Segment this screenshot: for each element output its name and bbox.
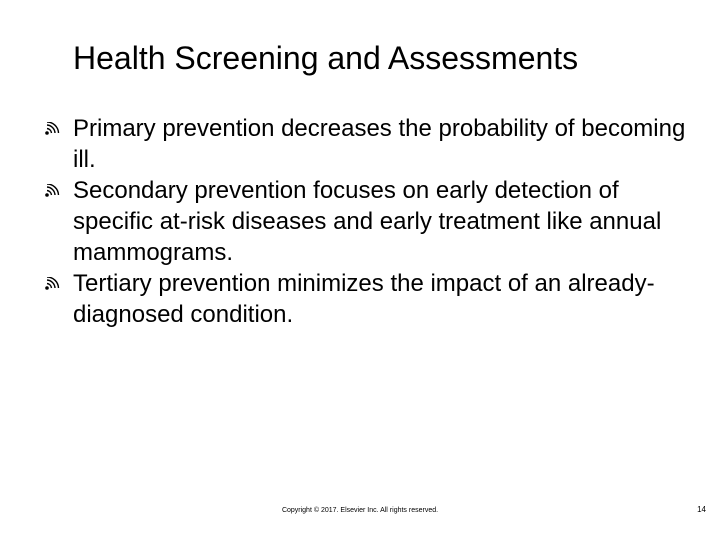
wifi-bullet-icon bbox=[44, 277, 64, 291]
slide-title: Health Screening and Assessments bbox=[73, 40, 579, 76]
bullet-text: Secondary prevention focuses on early detection of specific at-risk diseases and early treatment like annual mammograms. bbox=[73, 177, 662, 266]
bullet-list bbox=[44, 113, 694, 330]
wifi-bullet-icon bbox=[44, 122, 64, 136]
bullet-item bbox=[44, 175, 694, 268]
bullet-item bbox=[44, 268, 694, 330]
wifi-bullet-icon bbox=[44, 184, 64, 198]
bullet-item bbox=[44, 113, 694, 175]
bullet-text: Tertiary prevention minimizes the impact of an already-diagnosed condition. bbox=[73, 270, 655, 328]
copyright-footer: Copyright © 2017. Elsevier Inc. All rights reserved. bbox=[281, 507, 439, 514]
page-number: 14 bbox=[697, 505, 706, 514]
bullet-text: Primary prevention decreases the probability of becoming ill. bbox=[73, 115, 686, 173]
